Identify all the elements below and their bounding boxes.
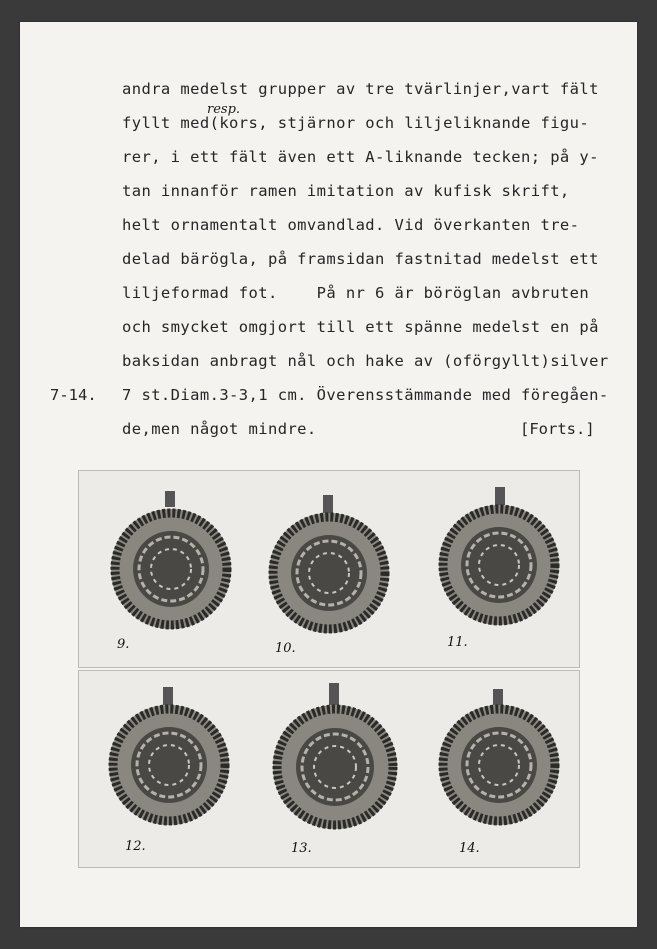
photo-row-2 [78,670,580,868]
text-line-4: tan innanför ramen imitation av kufisk skrift, [122,182,570,200]
text-line-1: andra medelst grupper av tre tvärlinjer,vart fält [122,80,599,98]
pendant-14-image [439,689,559,825]
text-line-5: helt ornamentalt omvandlad. Vid överkanten tre- [122,216,580,234]
text-line-8: och smycket omgjort till ett spänne medelst en på [122,318,599,336]
pendant-9-image [111,491,231,629]
pendant-13-image [273,683,397,829]
continued-note: [Forts.] [520,420,595,438]
text-line-6: delad bärögla, på framsidan fastnitad medelst ett [122,250,599,268]
document-page [20,22,637,927]
text-line-7: liljeformad fot. På nr 6 är böröglan avbruten [122,284,590,302]
photo-label-11: 11. [447,635,468,650]
text-line-10: 7 st.Diam.3-3,1 cm. Överensstämmande med föregåen- [122,386,609,404]
photo-label-9: 9. [117,637,130,652]
pendant-10-image [269,495,389,633]
text-line-9: baksidan anbragt nål och hake av (oförgyllt)silver [122,352,609,370]
photo-row-1 [78,470,580,668]
photo-label-12: 12. [125,839,146,854]
item-number: 7-14. [50,386,97,404]
pendant-11-image [439,487,559,625]
pendant-12-image [109,687,229,825]
photo-label-10: 10. [275,641,296,656]
handwritten-insert: resp. [207,102,241,117]
text-line-11: de,men något mindre. [122,420,317,438]
text-line-2: fyllt med(kors, stjärnor och liljeliknande figu- [122,114,590,132]
photo-label-14: 14. [459,841,480,856]
text-line-3: rer, i ett fält även ett A-liknande tecken; på y- [122,148,599,166]
photo-label-13: 13. [291,841,312,856]
